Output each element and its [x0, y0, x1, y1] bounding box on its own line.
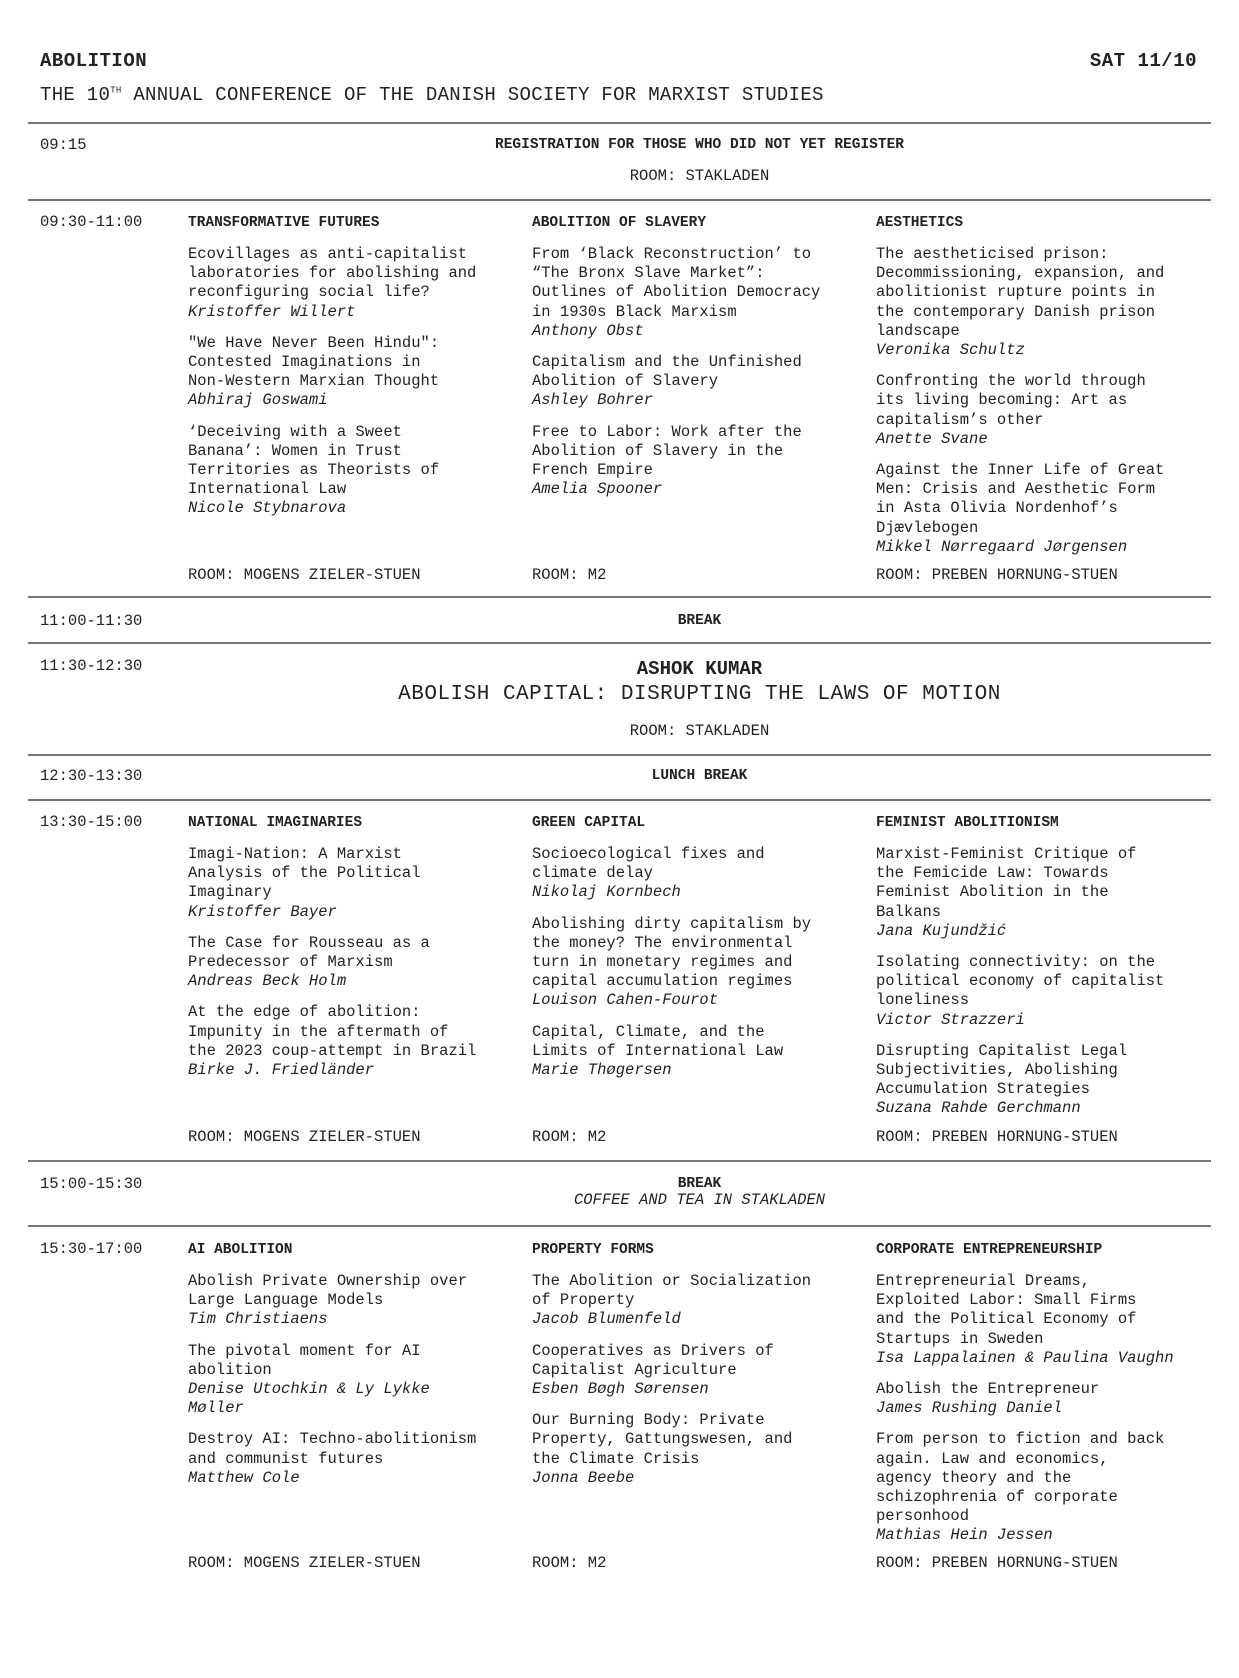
talk-author: Kristoffer Willert	[188, 302, 356, 321]
talk-item	[188, 1003, 518, 1080]
talk-author: Isa Lappalainen & Paulina Vaughn	[876, 1348, 1174, 1367]
session-title: PROPERTY FORMS	[532, 1242, 654, 1258]
talk-item	[876, 1380, 1206, 1418]
talk-title: Confronting the world through its living becoming: Art as capitalism’s other	[876, 372, 1146, 429]
talk-title: The Abolition or Socialization of Property	[532, 1272, 812, 1310]
talk-list	[876, 1272, 1206, 1558]
talk-item	[532, 423, 862, 500]
talk-title: "We Have Never Been Hindu": Contested Imaginations in Non-Western Marxian Thought	[188, 333, 440, 391]
keynote-title: ABOLISH CAPITAL: DISRUPTING THE LAWS OF MOTION	[398, 683, 1001, 706]
talk-title: The aestheticised prison: Decommissioning, expansion, and abolitionist rupture points in the contemporary Danish prison landscape	[876, 245, 1165, 340]
talk-title: Imagi-Nation: A Marxist Analysis of the Political Imaginary	[188, 845, 421, 902]
time-slot: 13:30-15:00	[40, 813, 143, 831]
talk-item	[532, 1272, 862, 1330]
talk-author: Anette Svane	[876, 429, 988, 448]
time-slot: 11:30-12:30	[40, 657, 143, 675]
talk-list	[876, 845, 1206, 1131]
talk-author: Anthony Obst	[532, 321, 644, 340]
talk-title: From ‘Black Reconstruction’ to “The Bronx Slave Market”: Outlines of Abolition Democracy in 1930s Black Marxism	[532, 245, 821, 321]
session-room: ROOM: M2	[532, 1554, 607, 1572]
talk-item	[188, 1272, 518, 1330]
talk-title: Capital, Climate, and the Limits of International Law	[532, 1022, 784, 1060]
session-title: TRANSFORMATIVE FUTURES	[188, 215, 380, 231]
talk-author: Esben Bøgh Sørensen	[532, 1380, 709, 1399]
talk-item	[532, 1411, 862, 1488]
session-column	[532, 814, 862, 1080]
talk-title: Abolish the Entrepreneur	[876, 1380, 1100, 1399]
program-heading: ABOLITION	[40, 50, 148, 72]
talk-list	[188, 1272, 518, 1500]
talk-list	[532, 1272, 862, 1500]
talk-author: Louison Cahen-Fourot	[532, 991, 719, 1010]
session-column	[876, 1241, 1206, 1545]
session-column	[532, 214, 862, 499]
talk-list	[188, 245, 518, 531]
session-title: NATIONAL IMAGINARIES	[188, 815, 363, 831]
talk-title: Cooperatives as Drivers of Capitalist Agriculture	[532, 1341, 774, 1379]
divider	[28, 199, 1211, 201]
session-room: ROOM: PREBEN HORNUNG-STUEN	[876, 1554, 1118, 1572]
session-column	[532, 1241, 862, 1487]
talk-item	[876, 953, 1206, 1030]
talk-title: Ecovillages as anti-capitalist laboratories for abolishing and reconfiguring social life?	[188, 245, 477, 302]
session-title: AESTHETICS	[876, 215, 964, 231]
divider	[28, 642, 1211, 644]
session-column	[188, 1241, 518, 1487]
time-slot: 15:00-15:30	[40, 1175, 143, 1193]
session-column	[876, 814, 1206, 1118]
time-slot: 09:30-11:00	[40, 213, 143, 231]
talk-item	[876, 245, 1206, 360]
registration-room: ROOM: STAKLADEN	[629, 167, 770, 185]
keynote-room: ROOM: STAKLADEN	[629, 722, 770, 740]
talk-author: Kristoffer Bayer	[188, 902, 337, 921]
talk-title: Abolishing dirty capitalism by the money? The environmental turn in monetary regimes and capital accumulation regimes	[532, 914, 812, 991]
talk-title: Against the Inner Life of Great Men: Crisis and Aesthetic Form in Asta Olivia Nordenhof’s Djævlebogen	[876, 461, 1165, 537]
talk-item	[532, 845, 862, 903]
talk-item	[876, 1430, 1206, 1545]
session-column	[188, 814, 518, 1080]
talk-item	[188, 845, 518, 922]
talk-list	[876, 245, 1206, 569]
talk-title: ‘Deceiving with a Sweet Banana’: Women in Trust Territories as Theorists of International Law	[188, 422, 440, 499]
talk-item	[188, 1342, 518, 1419]
talk-item	[532, 1342, 862, 1400]
talk-item	[876, 845, 1206, 941]
talk-author: Mikkel Nørregaard Jørgensen	[876, 537, 1128, 556]
talk-author: Mathias Hein Jessen	[876, 1526, 1053, 1545]
talk-item	[532, 1023, 862, 1081]
talk-item	[188, 934, 518, 992]
talk-item	[188, 423, 518, 519]
talk-author: Matthew Cole	[188, 1468, 300, 1487]
registration-title: REGISTRATION FOR THOSE WHO DID NOT YET REGISTER	[495, 137, 904, 153]
talk-author: Nikolaj Kornbech	[532, 883, 681, 902]
talk-author: Denise Utochkin & Ly Lykke Møller	[188, 1380, 430, 1418]
talk-title: Disrupting Capitalist Legal Subjectivities, Abolishing Accumulation Strategies	[876, 1041, 1128, 1099]
talk-author: Marie Thøgersen	[532, 1061, 672, 1080]
divider	[28, 1160, 1211, 1162]
divider	[28, 1225, 1211, 1227]
talk-author: Suzana Rahde Gerchmann	[876, 1099, 1081, 1118]
talk-title: Marxist-Feminist Critique of the Femicide Law: Towards Feminist Abolition in the Balkans	[876, 845, 1137, 921]
talk-list	[188, 845, 518, 1092]
program-date: SAT 11/10	[1089, 50, 1197, 72]
talk-author: Amelia Spooner	[532, 480, 663, 499]
talk-item	[188, 245, 518, 322]
talk-title: The pivotal moment for AI abolition	[188, 1341, 421, 1379]
talk-author: Veronika Schultz	[876, 341, 1025, 360]
talk-author: Ashley Bohrer	[532, 391, 653, 410]
talk-author: Jonna Beebe	[532, 1468, 635, 1487]
talk-author: Nicole Stybnarova	[188, 499, 347, 518]
keynote-speaker: ASHOK KUMAR	[636, 658, 763, 680]
divider	[28, 799, 1211, 801]
session-title: GREEN CAPITAL	[532, 815, 646, 831]
talk-item	[876, 1272, 1206, 1368]
talk-title: Free to Labor: Work after the Abolition of Slavery in the French Empire	[532, 422, 802, 480]
divider	[28, 122, 1211, 124]
talk-author: Birke J. Friedländer	[188, 1061, 375, 1080]
talk-title: Abolish Private Ownership over Large Language Models	[188, 1272, 468, 1310]
session-room: ROOM: MOGENS ZIELER-STUEN	[188, 1554, 421, 1572]
talk-author: Andreas Beck Holm	[188, 972, 347, 991]
session-title: AI ABOLITION	[188, 1242, 293, 1258]
break-title: BREAK	[677, 613, 722, 629]
talk-item	[532, 245, 862, 341]
session-room: ROOM: PREBEN HORNUNG-STUEN	[876, 566, 1118, 584]
divider	[28, 596, 1211, 598]
talk-item	[188, 1430, 518, 1488]
talk-author: Jacob Blumenfeld	[532, 1310, 681, 1329]
session-title: CORPORATE ENTREPRENEURSHIP	[876, 1242, 1103, 1258]
talk-title: Entrepreneurial Dreams, Exploited Labor: Small Firms and the Political Economy of Startups in Sweden	[876, 1272, 1137, 1348]
conference-subtitle: THE 10TH ANNUAL CONFERENCE OF THE DANISH SOCIETY FOR MARXIST STUDIES	[40, 84, 824, 106]
talk-title: From person to fiction and back again. Law and economics, agency theory and the schizophrenia of corporate personhood	[876, 1430, 1165, 1526]
time-slot: 15:30-17:00	[40, 1240, 143, 1258]
talk-item	[876, 1042, 1206, 1119]
time-slot: 12:30-13:30	[40, 767, 143, 785]
talk-item	[876, 461, 1206, 557]
talk-list	[532, 845, 862, 1092]
time-slot: 11:00-11:30	[40, 612, 143, 630]
break-title: BREAK	[677, 1176, 722, 1192]
talk-title: Capitalism and the Unfinished Abolition of Slavery	[532, 353, 802, 391]
talk-author: Tim Christiaens	[188, 1310, 328, 1329]
time-slot: 09:15	[40, 136, 87, 154]
talk-author: Victor Strazzeri	[876, 1010, 1025, 1029]
divider	[28, 754, 1211, 756]
talk-title: Destroy AI: Techno-abolitionism and communist futures	[188, 1430, 477, 1468]
talk-item	[532, 353, 862, 411]
talk-author: Jana Kujundžić	[876, 921, 1007, 940]
break-subtitle: COFFEE AND TEA IN STAKLADEN	[573, 1191, 826, 1209]
session-title: ABOLITION OF SLAVERY	[532, 215, 707, 231]
talk-title: Socioecological fixes and climate delay	[532, 845, 765, 883]
session-column	[188, 214, 518, 518]
talk-title: Our Burning Body: Private Property, Gattungswesen, and the Climate Crisis	[532, 1411, 793, 1468]
talk-item	[532, 915, 862, 1011]
session-room: ROOM: PREBEN HORNUNG-STUEN	[876, 1128, 1118, 1146]
talk-title: Isolating connectivity: on the political economy of capitalist loneliness	[876, 953, 1165, 1010]
talk-author: Abhiraj Goswami	[188, 391, 328, 410]
talk-author: James Rushing Daniel	[876, 1399, 1063, 1418]
talk-title: At the edge of abolition: Impunity in the aftermath of the 2023 coup-attempt in Brazil	[188, 1003, 477, 1060]
talk-item	[188, 334, 518, 411]
talk-title: The Case for Rousseau as a Predecessor of Marxism	[188, 933, 430, 972]
session-column	[876, 214, 1206, 556]
session-room: ROOM: M2	[532, 1128, 607, 1146]
session-room: ROOM: MOGENS ZIELER-STUEN	[188, 566, 421, 584]
session-room: ROOM: MOGENS ZIELER-STUEN	[188, 1128, 421, 1146]
lunch-title: LUNCH BREAK	[651, 768, 748, 784]
talk-item	[876, 372, 1206, 449]
session-room: ROOM: M2	[532, 566, 607, 584]
talk-list	[532, 245, 862, 511]
session-title: FEMINIST ABOLITIONISM	[876, 815, 1059, 831]
